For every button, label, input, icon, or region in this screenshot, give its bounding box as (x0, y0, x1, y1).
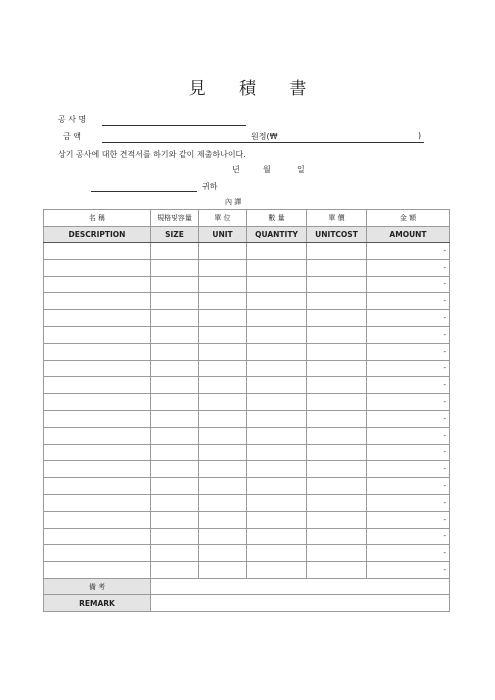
header-row-korean (44, 210, 450, 227)
size-cell[interactable] (151, 326, 199, 343)
amount-cell[interactable]: - (367, 511, 450, 528)
amount-cell[interactable]: - (367, 478, 450, 495)
description-cell[interactable] (44, 293, 151, 310)
quantity-cell[interactable] (247, 293, 307, 310)
unit-cell[interactable] (199, 494, 247, 511)
amount-cell[interactable]: - (367, 394, 450, 411)
quantity-cell[interactable] (247, 276, 307, 293)
unitcost-cell[interactable] (307, 276, 367, 293)
amount-close-paren: ) (418, 131, 422, 140)
description-cell[interactable] (44, 511, 151, 528)
quantity-cell[interactable] (247, 259, 307, 276)
amount-cell[interactable]: - (367, 494, 450, 511)
unit-cell[interactable] (199, 293, 247, 310)
size-cell[interactable] (151, 494, 199, 511)
remark-label: REMARK (44, 595, 151, 612)
quantity-cell[interactable] (247, 310, 307, 327)
unitcost-cell[interactable] (307, 343, 367, 360)
size-cell[interactable] (151, 343, 199, 360)
description-cell[interactable] (44, 427, 151, 444)
quantity-cell[interactable] (247, 360, 307, 377)
size-cell[interactable] (151, 259, 199, 276)
quantity-cell[interactable] (247, 511, 307, 528)
quantity-cell[interactable] (247, 444, 307, 461)
statement-text: 상기 공사에 대한 견적서를 하기와 같이 제출하나이다. (58, 150, 246, 159)
unit-cell[interactable] (199, 310, 247, 327)
amount-cell[interactable]: - (367, 276, 450, 293)
amount-cell[interactable]: - (367, 343, 450, 360)
quantity-cell[interactable] (247, 377, 307, 394)
size-cell[interactable] (151, 528, 199, 545)
quantity-cell[interactable] (247, 427, 307, 444)
amount-line[interactable] (102, 142, 424, 143)
description-cell[interactable] (44, 494, 151, 511)
size-cell[interactable] (151, 293, 199, 310)
size-cell[interactable] (151, 427, 199, 444)
amount-cell[interactable]: - (367, 360, 450, 377)
remark-row-korean (44, 578, 450, 595)
description-cell[interactable] (44, 276, 151, 293)
col-header-size: SIZE (151, 226, 199, 243)
table-row (44, 528, 450, 545)
amount-cell[interactable]: - (367, 528, 450, 545)
unitcost-cell[interactable] (307, 326, 367, 343)
col-header-description-kr: 名 稱 (44, 210, 151, 227)
remark-label-kr: 備 考 (44, 578, 151, 595)
unitcost-cell[interactable] (307, 444, 367, 461)
table-row (44, 545, 450, 562)
unitcost-cell[interactable] (307, 310, 367, 327)
unit-cell[interactable] (199, 461, 247, 478)
description-cell[interactable] (44, 326, 151, 343)
table-row (44, 478, 450, 495)
amount-cell[interactable]: - (367, 427, 450, 444)
table-row (44, 259, 450, 276)
remark-value-cell[interactable] (151, 578, 450, 595)
unitcost-cell[interactable] (307, 562, 367, 579)
size-cell[interactable] (151, 545, 199, 562)
col-header-quantity-kr: 數 量 (247, 210, 307, 227)
unit-cell[interactable] (199, 360, 247, 377)
unitcost-cell[interactable] (307, 360, 367, 377)
unit-cell[interactable] (199, 545, 247, 562)
size-cell[interactable] (151, 444, 199, 461)
unitcost-cell[interactable] (307, 293, 367, 310)
amount-cell[interactable]: - (367, 243, 450, 260)
estimate-table (43, 209, 450, 612)
project-name-label: 공 사 명 (58, 115, 87, 124)
table-row (44, 293, 450, 310)
unitcost-cell[interactable] (307, 243, 367, 260)
size-cell[interactable] (151, 276, 199, 293)
table-row (44, 444, 450, 461)
description-cell[interactable] (44, 444, 151, 461)
col-header-quantity: QUANTITY (247, 226, 307, 243)
remark-row-english (44, 595, 450, 612)
size-cell[interactable] (151, 394, 199, 411)
amount-label: 금 액 (63, 132, 81, 141)
size-cell[interactable] (151, 377, 199, 394)
quantity-cell[interactable] (247, 528, 307, 545)
recipient-line[interactable] (91, 191, 197, 192)
table-row (44, 511, 450, 528)
col-header-unit-kr: 單 位 (199, 210, 247, 227)
amount-cell[interactable]: - (367, 545, 450, 562)
description-cell[interactable] (44, 478, 151, 495)
amount-unit: 원정(₩ (251, 132, 278, 141)
date-month: 월 (263, 165, 271, 174)
project-name-line[interactable] (102, 125, 246, 126)
description-cell[interactable] (44, 310, 151, 327)
size-cell[interactable] (151, 310, 199, 327)
amount-cell[interactable]: - (367, 410, 450, 427)
description-cell[interactable] (44, 243, 151, 260)
col-header-amount-kr: 金 額 (367, 210, 450, 227)
table-row (44, 343, 450, 360)
unitcost-cell[interactable] (307, 377, 367, 394)
unitcost-cell[interactable] (307, 545, 367, 562)
description-cell[interactable] (44, 545, 151, 562)
table-row (44, 243, 450, 260)
quantity-cell[interactable] (247, 478, 307, 495)
recipient-suffix: 귀하 (202, 182, 218, 191)
unitcost-cell[interactable] (307, 410, 367, 427)
size-cell[interactable] (151, 562, 199, 579)
breakdown-label: 內 譯 (225, 198, 242, 206)
amount-cell[interactable]: - (367, 444, 450, 461)
size-cell[interactable] (151, 461, 199, 478)
table-row (44, 461, 450, 478)
col-header-unit: UNIT (199, 226, 247, 243)
amount-cell[interactable]: - (367, 259, 450, 276)
description-cell[interactable] (44, 461, 151, 478)
quantity-cell[interactable] (247, 461, 307, 478)
size-cell[interactable] (151, 478, 199, 495)
table-row (44, 276, 450, 293)
col-header-amount: AMOUNT (367, 226, 450, 243)
amount-cell[interactable]: - (367, 377, 450, 394)
description-cell[interactable] (44, 377, 151, 394)
table-row (44, 562, 450, 579)
col-header-unitcost: UNITCOST (307, 226, 367, 243)
table-row (44, 427, 450, 444)
description-cell[interactable] (44, 410, 151, 427)
quantity-cell[interactable] (247, 343, 307, 360)
unitcost-cell[interactable] (307, 511, 367, 528)
col-header-description: DESCRIPTION (44, 226, 151, 243)
description-cell[interactable] (44, 528, 151, 545)
quantity-cell[interactable] (247, 394, 307, 411)
date-day: 일 (297, 165, 305, 174)
unit-cell[interactable] (199, 326, 247, 343)
unit-cell[interactable] (199, 562, 247, 579)
unit-cell[interactable] (199, 444, 247, 461)
unitcost-cell[interactable] (307, 259, 367, 276)
header-row-english (44, 226, 450, 243)
size-cell[interactable] (151, 511, 199, 528)
table-row (44, 394, 450, 411)
table-row (44, 310, 450, 327)
quantity-cell[interactable] (247, 494, 307, 511)
unit-cell[interactable] (199, 528, 247, 545)
description-cell[interactable] (44, 343, 151, 360)
unit-cell[interactable] (199, 243, 247, 260)
col-header-size-kr: 規格및容量 (151, 210, 199, 227)
unitcost-cell[interactable] (307, 494, 367, 511)
description-cell[interactable] (44, 360, 151, 377)
description-cell[interactable] (44, 562, 151, 579)
date-year: 년 (232, 165, 240, 174)
table-row (44, 360, 450, 377)
unitcost-cell[interactable] (307, 461, 367, 478)
description-cell[interactable] (44, 394, 151, 411)
table-row (44, 326, 450, 343)
amount-cell[interactable]: - (367, 562, 450, 579)
table-row (44, 494, 450, 511)
amount-cell[interactable]: - (367, 293, 450, 310)
unitcost-cell[interactable] (307, 427, 367, 444)
amount-cell[interactable]: - (367, 326, 450, 343)
quantity-cell[interactable] (247, 562, 307, 579)
table-row (44, 410, 450, 427)
unitcost-cell[interactable] (307, 528, 367, 545)
description-cell[interactable] (44, 259, 151, 276)
amount-cell[interactable]: - (367, 310, 450, 327)
unit-cell[interactable] (199, 511, 247, 528)
table-row (44, 377, 450, 394)
quantity-cell[interactable] (247, 326, 307, 343)
unit-cell[interactable] (199, 410, 247, 427)
unit-cell[interactable] (199, 394, 247, 411)
unit-cell[interactable] (199, 377, 247, 394)
unit-cell[interactable] (199, 343, 247, 360)
unitcost-cell[interactable] (307, 478, 367, 495)
unitcost-cell[interactable] (307, 394, 367, 411)
document-title: 見 積 書 (188, 79, 321, 99)
remark-value-cell[interactable] (151, 595, 450, 612)
size-cell[interactable] (151, 410, 199, 427)
unit-cell[interactable] (199, 276, 247, 293)
quantity-cell[interactable] (247, 545, 307, 562)
amount-cell[interactable]: - (367, 461, 450, 478)
quantity-cell[interactable] (247, 243, 307, 260)
unit-cell[interactable] (199, 259, 247, 276)
unit-cell[interactable] (199, 478, 247, 495)
size-cell[interactable] (151, 243, 199, 260)
unit-cell[interactable] (199, 427, 247, 444)
quantity-cell[interactable] (247, 410, 307, 427)
size-cell[interactable] (151, 360, 199, 377)
col-header-unitcost-kr: 單 價 (307, 210, 367, 227)
